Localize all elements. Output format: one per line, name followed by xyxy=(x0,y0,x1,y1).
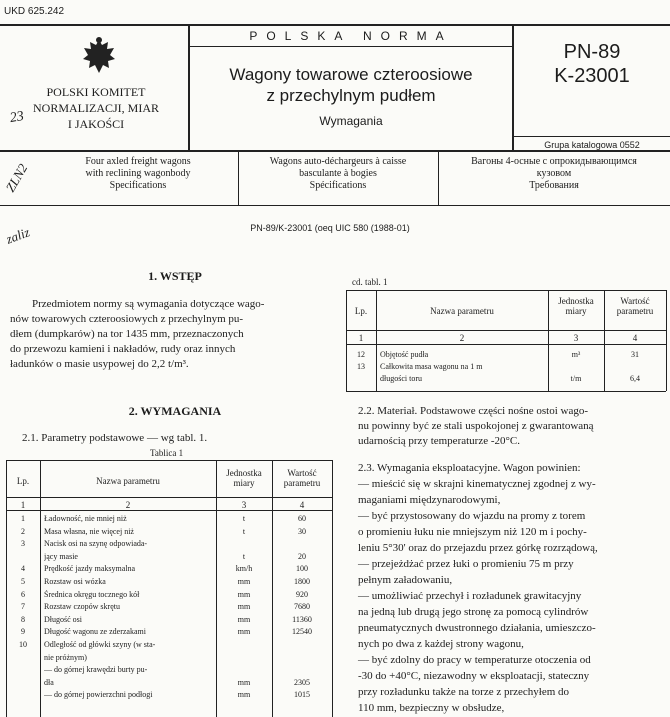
table-1-cell-value: 60 xyxy=(298,514,306,523)
margin-note-1: 23 xyxy=(8,108,26,127)
table-1-cell-unit: t xyxy=(242,551,246,561)
translation-en-line-3: Specifications xyxy=(109,180,167,191)
norm-code xyxy=(514,40,670,88)
table-continuation-label: cd. tabl. 1 xyxy=(352,277,388,287)
section-2-heading: 2. WYMAGANIA xyxy=(128,404,222,418)
translation-ru-line-1: Вагоны 4-осные с опрокидывающимся xyxy=(471,156,637,167)
title-line-1: Wagony towarowe czteroosiowe xyxy=(229,65,473,84)
table-1-cell-value: 920 xyxy=(296,589,308,599)
catalog-group: Grupa katalogowa 0552 xyxy=(544,140,640,150)
section-2-3-line: nych po dwa z każdej strony wagonu, xyxy=(358,638,524,650)
table-2-header-unit: Jednostka miary xyxy=(558,296,594,316)
norm-header: POLSKA NORMA xyxy=(249,29,453,43)
margin-note-2: ZLN2 xyxy=(2,161,31,195)
table-1-cell-lp: 1 xyxy=(21,514,25,523)
committee-name xyxy=(10,84,182,132)
document-subtitle: Wymagania xyxy=(319,114,383,128)
table-1-cell-value: 2305 xyxy=(294,677,310,687)
table-1-cell-value: 11360 xyxy=(292,614,312,624)
section-2-3-line: — być przystosowany do wjazdu na promy z torem xyxy=(358,510,586,522)
document-title xyxy=(190,64,512,106)
section-2-2-line: nu powinny być ze stali uspokojonej z gwarantowaną xyxy=(358,420,594,432)
table-1-cell-value: 30 xyxy=(298,526,306,536)
table-2-cell-name: Całkowita masa wagonu na 1 m xyxy=(380,362,483,371)
table-1-cell-name: Ładowność, nie mniej niż xyxy=(44,514,127,523)
udk-code: UKD 625.242 xyxy=(4,6,65,17)
committee-line-3: I JAKOŚCI xyxy=(67,117,125,131)
table-1-cell-lp: 9 xyxy=(21,627,25,637)
section-2-2-line: 2.2. Materiał. Podstawowe części nośne ostoi wago- xyxy=(358,405,589,417)
table-2-colnum: 2 xyxy=(459,333,465,343)
section-2-3-line: -30 do +40°C, niezawodny w eksploatacji, stateczny xyxy=(358,670,590,682)
section-2-3-line: 2.3. Wymagania eksploatacyjne. Wagon powinien: xyxy=(358,462,581,474)
section-2-3-line: 110 mm, bezpieczny w obsłudze, xyxy=(358,702,505,714)
table-1-cell-unit: mm xyxy=(237,602,251,612)
table-1-cell-value: 20 xyxy=(298,551,306,561)
translation-ru-line-2: кузовом xyxy=(536,168,572,179)
section-2-3-line: — przejeżdżać przez łuki o promieniu 75 m przy xyxy=(358,558,574,570)
table-1-cell-name: — do górnej krawędzi burty pu- xyxy=(44,665,148,675)
table-1-cell-unit: mm xyxy=(237,690,251,700)
table-1-cell-lp: 7 xyxy=(21,602,25,612)
table-1-cell-name: Prędkość jazdy maksymalna xyxy=(44,564,136,574)
table-1-cell-name: Odległość od główki szyny (w sta- xyxy=(44,640,156,649)
table-1-cell-name: Długość wagonu ze zderzakami xyxy=(44,627,146,637)
translation-fr-line-3: Spécifications xyxy=(309,180,367,191)
table-2-cell-unit: m³ xyxy=(571,350,581,359)
table-1-header-unit: Jednostka miary xyxy=(226,468,262,488)
table-2-cell-value: 6,4 xyxy=(630,374,640,383)
translation-fr xyxy=(240,156,436,192)
table-1-cell-name: dła xyxy=(44,677,54,687)
section-2-3-line: leniu 5°30' oraz do przejazdu przez górkę rozrządową, xyxy=(358,542,598,554)
table-1-cell-lp: 10 xyxy=(19,640,27,649)
norm-code-line-1: PN-89 xyxy=(563,41,621,63)
section-1-text xyxy=(10,297,330,372)
table-2-colnum: 3 xyxy=(573,333,579,343)
table-1-cell-unit: mm xyxy=(237,577,251,586)
committee-line-1: POLSKI KOMITET xyxy=(46,85,146,99)
table-1-header-lp: Lp. xyxy=(16,476,30,486)
table-1-colnum: 3 xyxy=(241,500,247,510)
translation-en-line-1: Four axled freight wagons xyxy=(85,156,191,167)
section-2-3 xyxy=(358,460,668,716)
section-2-3-line: pełnym załadowaniu, xyxy=(358,574,453,586)
section-1-line: nów towarowych czteroosiowych z przechylnym pu- xyxy=(10,313,244,325)
table-1-cell-unit: t xyxy=(242,514,246,523)
table-1-colnum: 1 xyxy=(20,500,26,510)
table-1-cell-lp: 8 xyxy=(21,614,25,624)
table-1-colnum: 2 xyxy=(125,500,131,510)
table-1-cell-value: 7680 xyxy=(294,602,310,612)
translation-ru-line-3: Требования xyxy=(529,180,579,191)
table-1-cell-unit: km/h xyxy=(235,564,253,574)
section-2-3-line: pneumatycznych dwustronnego działania, umieszczo- xyxy=(358,622,596,634)
translation-fr-line-2: basculante à bogies xyxy=(299,168,377,179)
section-1-line: do przewozu kamieni i nakładów, rudy oraz innych xyxy=(10,343,236,355)
table-1-cell-lp: 3 xyxy=(21,539,25,549)
table-1-cell-lp: 4 xyxy=(21,564,25,574)
table-2-cell-lp: 13 xyxy=(357,362,365,371)
table-1-cell-name: Średnica okręgu tocznego kół xyxy=(44,589,140,599)
table-1-cell-lp: 2 xyxy=(21,526,25,536)
section-2-2-line: udarnością przy temperaturze -20°C. xyxy=(358,435,520,447)
table-2-cell-lp: 12 xyxy=(357,350,365,359)
committee-line-2: NORMALIZACJI, MIAR xyxy=(33,101,159,115)
table-2-header-lp: Lp. xyxy=(354,306,368,316)
table-1-cell-name: nie próżnym) xyxy=(44,652,87,662)
table-1-cell-value: 1015 xyxy=(294,690,310,700)
table-2-cell-name: długości toru xyxy=(380,374,422,383)
norm-code-line-2: K-23001 xyxy=(554,65,630,87)
translation-en-line-2: with reclining wagonbody xyxy=(85,168,191,179)
section-2-1: 2.1. Parametry podstawowe — wg tabl. 1. xyxy=(22,432,208,444)
reference-line: PN-89/K-23001 (oeq UIC 580 (1988-01) xyxy=(250,223,410,233)
section-2-3-line: o promieniu łuku nie mniejszym niż 120 m i pochy- xyxy=(358,526,587,538)
section-2-3-line: na jedną lub drugą jego stronę za pomocą cylindrów xyxy=(358,606,589,618)
table-1-cell-name: Rozstaw czopów skrętu xyxy=(44,602,120,612)
section-2-3-line: przy rozładunku także na torze z przechyłem do xyxy=(358,686,570,698)
margin-note-3: zaliz xyxy=(3,224,32,247)
eagle-emblem-icon xyxy=(82,36,116,76)
translation-ru xyxy=(440,156,668,192)
table-2-cell-name: Objętość pudła xyxy=(380,350,429,359)
table-1-cell-unit: mm xyxy=(237,627,251,637)
section-2-3-line: — być zdolny do pracy w temperaturze otoczenia od xyxy=(358,654,591,666)
table-2-colnum: 1 xyxy=(358,333,364,343)
title-line-2: z przechylnym pudłem xyxy=(266,86,436,105)
table-2-cell-unit: t/m xyxy=(570,374,582,383)
table-1-header-value: Wartość parametru xyxy=(283,468,321,488)
table-2-header-value: Wartość parametru xyxy=(616,296,654,316)
table-1-cell-name: Nacisk osi na szynę odpowiada- xyxy=(44,539,148,549)
section-1-line: ładunków o masie usypowej do 2,2 t/m³. xyxy=(10,358,189,370)
table-1-cell-unit: mm xyxy=(237,589,251,599)
table-1-cell-value: 1800 xyxy=(294,577,310,586)
section-2-3-line: maganiami międzynarodowymi, xyxy=(358,494,501,506)
section-2-3-line: — umożliwiać przechył i rozładunek grawitacyjny xyxy=(358,590,582,602)
section-2-3-line: — mieścić się w skrajni kinematycznej zgodnej z wy- xyxy=(358,478,596,490)
section-2-2 xyxy=(358,404,668,449)
table-1-cell-value: 100 xyxy=(296,564,308,574)
table-2-colnum: 4 xyxy=(632,333,638,343)
section-1-line: dłem (dumpkarów) na tor 1435 mm, przeznaczonych xyxy=(10,328,244,340)
table-2-cell-value: 31 xyxy=(631,350,639,359)
table-1-cell-unit: mm xyxy=(237,614,251,624)
table-1-cell-name: jący masie xyxy=(44,551,78,561)
table-1-cell-name: Długość osi xyxy=(44,614,82,624)
table-1-cell-lp: 6 xyxy=(21,589,25,599)
table-1-colnum: 4 xyxy=(299,500,305,510)
section-1-heading: 1. WSTĘP xyxy=(148,269,202,283)
table-1-header-name: Nazwa parametru xyxy=(96,476,160,486)
table-1-cell-name: Masa własna, nie więcej niż xyxy=(44,526,134,536)
translation-fr-line-1: Wagons auto-déchargeurs à caisse xyxy=(269,156,407,167)
table-1-cell-value: 12540 xyxy=(292,627,312,637)
table-1-cell-unit: t xyxy=(242,526,246,536)
section-1-line: Przedmiotem normy są wymagania dotyczące wago- xyxy=(32,298,265,310)
table-1-cell-lp: 5 xyxy=(21,577,25,586)
table-1-cell-unit: mm xyxy=(237,677,251,687)
translation-en xyxy=(40,156,236,192)
table-2-header-name: Nazwa parametru xyxy=(430,306,494,316)
table-1-cell-name: — do górnej powierzchni podłogi xyxy=(44,690,153,700)
table-1-cell-name: Rozstaw osi wózka xyxy=(44,577,106,586)
table-1-title: Tablica 1 xyxy=(150,448,184,458)
